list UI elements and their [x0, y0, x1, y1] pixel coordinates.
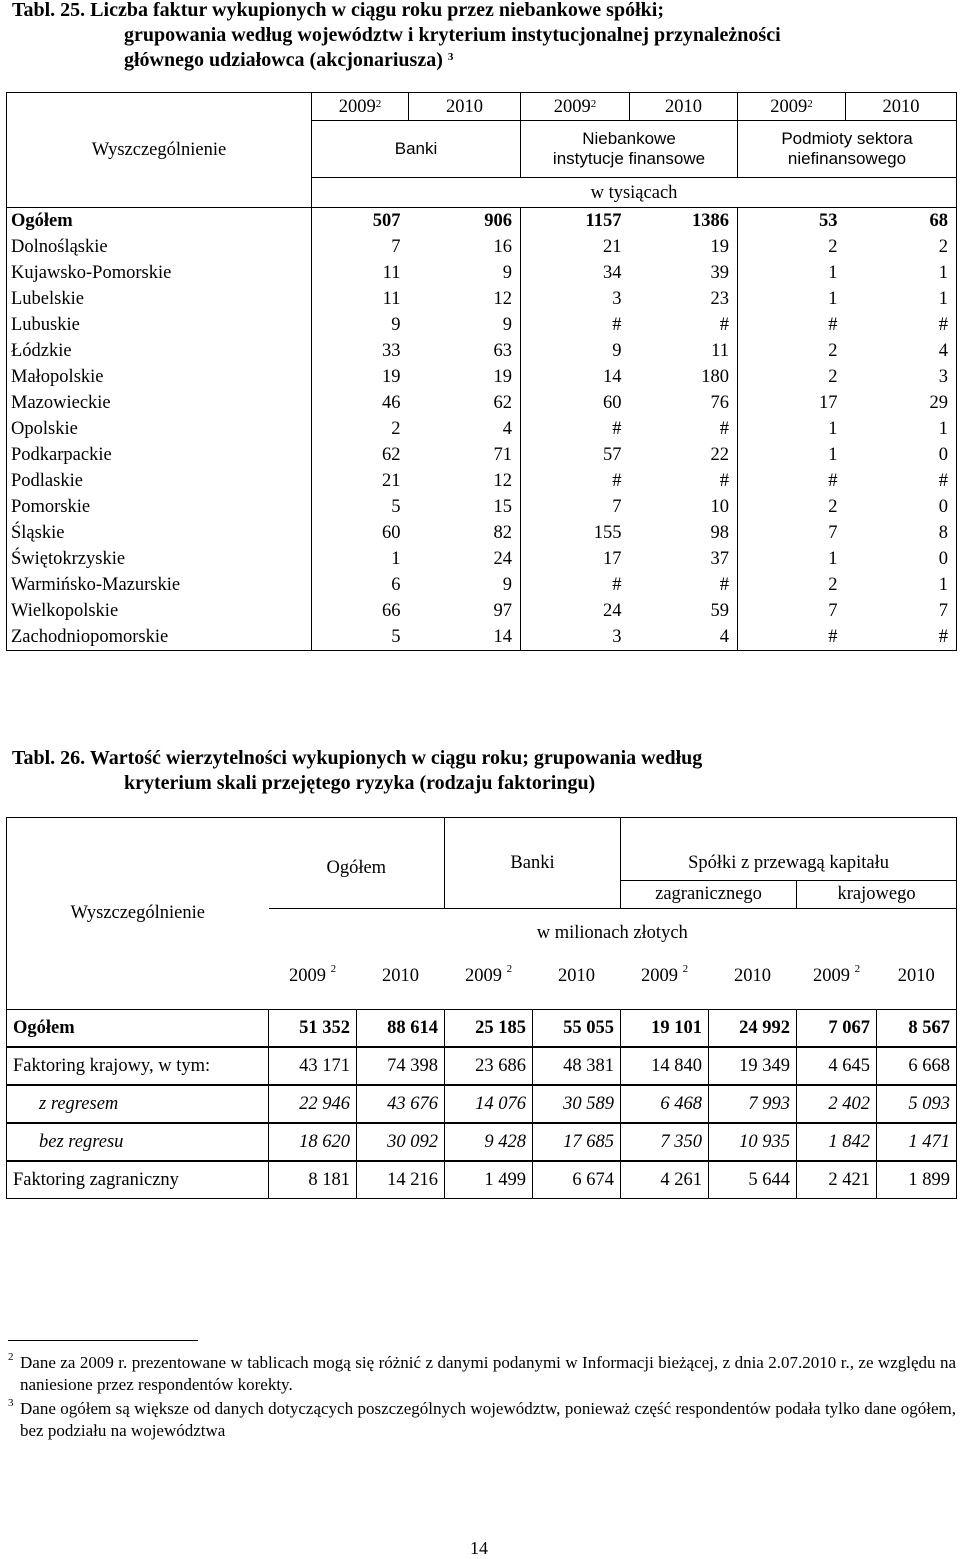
table-cell: 7 993: [709, 1086, 797, 1123]
table-cell: 97: [409, 598, 521, 624]
table-cell: 4: [409, 416, 521, 442]
entity-header-banks: Banki: [312, 121, 521, 178]
table-row: [7, 416, 957, 442]
table-cell: 3: [521, 624, 630, 651]
rowhead-header: Wyszczególnienie: [7, 818, 269, 1010]
year-header: 2010: [734, 965, 772, 986]
row-label: Wielkopolskie: [7, 598, 312, 624]
table-cell: 17: [603, 549, 622, 569]
row-label: Małopolskie: [7, 364, 312, 390]
table-cell: 21: [603, 237, 622, 257]
table-cell: 1 842: [797, 1124, 877, 1161]
table-cell: 15: [409, 494, 521, 520]
table-cell: 46: [382, 393, 401, 413]
row-label: bez regresu: [7, 1124, 269, 1161]
year-header: 2009 $^2$: [288, 962, 337, 986]
table-cell: 2: [828, 575, 838, 595]
table-cell: #: [612, 419, 622, 439]
year-header: 2010: [630, 93, 738, 121]
table-cell: 6 468: [621, 1086, 709, 1123]
table-cell: 1: [846, 286, 957, 312]
table-cell: 10 935: [709, 1124, 797, 1161]
table-25-title-line1: Tabl. 25. Liczba faktur wykupionych w ciągu roku przez niebankowe spółki;: [12, 0, 664, 21]
table-row: [7, 364, 957, 390]
table-row: [7, 208, 957, 235]
table-cell: 1 499: [445, 1162, 533, 1199]
table-cell: 30 092: [357, 1124, 445, 1161]
table-cell: 4 645: [797, 1048, 877, 1085]
table-cell: 6: [391, 575, 401, 595]
table-cell: 2: [828, 237, 838, 257]
table-cell: 68: [846, 208, 957, 235]
table-cell: 34: [603, 263, 622, 283]
table-cell: 14: [603, 367, 622, 387]
table-cell: #: [846, 312, 957, 338]
year-header: 2010: [846, 93, 957, 121]
table-cell: 17: [819, 393, 838, 413]
table-cell: #: [828, 315, 838, 335]
table-cell: 66: [382, 601, 401, 621]
table-row: [7, 1010, 957, 1047]
table-cell: 24: [409, 546, 521, 572]
table-25-title-line3: głównego udziałowca (akcjonariusza): [124, 49, 443, 71]
table-cell: 3: [612, 289, 622, 309]
table-cell: 29: [846, 390, 957, 416]
table-cell: 7 350: [621, 1124, 709, 1161]
table-cell: 14 840: [621, 1048, 709, 1085]
row-label: Warmińsko-Mazurskie: [7, 572, 312, 598]
table-row: [7, 572, 957, 598]
year-header: 2009 $^2$: [812, 962, 861, 986]
table-cell: 21: [382, 471, 401, 491]
row-label: Kujawsko-Pomorskie: [7, 260, 312, 286]
table-cell: 5 644: [709, 1162, 797, 1199]
table-cell: #: [846, 624, 957, 651]
table-cell: 12: [409, 468, 521, 494]
table-cell: 4 261: [621, 1162, 709, 1199]
table-cell: 2: [828, 341, 838, 361]
domestic-header: krajowego: [797, 881, 957, 909]
table-cell: 30 589: [533, 1086, 621, 1123]
table-cell: #: [612, 471, 622, 491]
table-row: [7, 494, 957, 520]
year-header: 2010: [409, 93, 521, 121]
table-cell: 6 674: [533, 1162, 621, 1199]
table-row: [7, 260, 957, 286]
table-cell: 7: [391, 237, 401, 257]
year-header: 2009 $^2$: [464, 962, 513, 986]
table-cell: 14 076: [445, 1086, 533, 1123]
row-label: Faktoring zagraniczny: [7, 1162, 269, 1199]
table-cell: 60: [603, 393, 622, 413]
table-cell: 11: [382, 263, 401, 283]
table-cell: 9: [612, 341, 622, 361]
footnote-separator: [8, 1340, 198, 1341]
table-cell: 37: [630, 546, 738, 572]
table-row: [7, 286, 957, 312]
table-cell: 23: [630, 286, 738, 312]
table-cell: 906: [409, 208, 521, 235]
table-cell: 2: [828, 497, 838, 517]
table-cell: 16: [409, 234, 521, 260]
table-26-title: [12, 746, 946, 796]
table-cell: 0: [846, 494, 957, 520]
table-cell: 9: [391, 315, 401, 335]
table-cell: 19 349: [709, 1048, 797, 1085]
unit-label: w tysiącach: [312, 178, 957, 208]
table-cell: 4: [630, 624, 738, 651]
table-row: [7, 1162, 957, 1199]
table-cell: 62: [382, 445, 401, 465]
table-cell: 507: [372, 211, 401, 231]
year-header: 2009$^2$: [521, 93, 630, 121]
table-26: [6, 817, 957, 1199]
table-cell: 1: [846, 572, 957, 598]
table-cell: 5: [391, 497, 401, 517]
page-number: 14: [470, 1538, 488, 1558]
table-cell: 43 171: [269, 1048, 357, 1085]
table-row: [7, 338, 957, 364]
year-header: 2009 $^2$: [640, 962, 689, 986]
table-row: [7, 1048, 957, 1085]
table-cell: 17 685: [533, 1124, 621, 1161]
row-label: Podlaskie: [7, 468, 312, 494]
year-header: 2009$^2$: [738, 93, 846, 121]
table-cell: 1 899: [877, 1162, 957, 1199]
table-cell: 43 676: [357, 1086, 445, 1123]
table-cell: 59: [630, 598, 738, 624]
table-cell: #: [612, 575, 622, 595]
row-label: Ogółem: [7, 1010, 269, 1047]
table-cell: 2 402: [797, 1086, 877, 1123]
row-label: Lubuskie: [7, 312, 312, 338]
table-cell: 19: [409, 364, 521, 390]
table-cell: 11: [630, 338, 738, 364]
table-cell: 14: [409, 624, 521, 651]
table-cell: 1157: [585, 211, 622, 231]
table-row: [7, 1124, 957, 1161]
table-cell: 60: [382, 523, 401, 543]
table-cell: 63: [409, 338, 521, 364]
table-cell: 1: [828, 263, 838, 283]
table-cell: 62: [409, 390, 521, 416]
table-cell: 3: [846, 364, 957, 390]
year-header: 2010: [558, 965, 596, 986]
table-cell: 39: [630, 260, 738, 286]
table-cell: #: [630, 468, 738, 494]
table-row: [7, 312, 957, 338]
row-label: Ogółem: [7, 208, 312, 235]
table-cell: 1: [846, 416, 957, 442]
table-cell: 7: [828, 601, 838, 621]
table-cell: 33: [382, 341, 401, 361]
table-cell: 12: [409, 286, 521, 312]
table-cell: 1: [391, 549, 401, 569]
table-cell: 55 055: [533, 1010, 621, 1047]
row-label: Zachodniopomorskie: [7, 624, 312, 651]
table-cell: 5 093: [877, 1086, 957, 1123]
unit-label: w milionach złotych: [269, 909, 957, 958]
table-cell: 1386: [630, 208, 738, 235]
table-cell: 76: [630, 390, 738, 416]
row-label: Opolskie: [7, 416, 312, 442]
table-cell: 8 181: [269, 1162, 357, 1199]
footnote-ref-3: 3: [447, 51, 454, 63]
table-cell: 9: [409, 260, 521, 286]
table-cell: 2 421: [797, 1162, 877, 1199]
row-label: Świętokrzyskie: [7, 546, 312, 572]
table-cell: 0: [846, 546, 957, 572]
table-cell: 48 381: [533, 1048, 621, 1085]
table-row: [7, 234, 957, 260]
table-cell: 1 471: [877, 1124, 957, 1161]
footnote-2: 2 Dane za 2009 r. prezentowane w tablicach mogą się różnić z danymi podanymi w Informacji bieżącej, z dnia 2.07.2010 r., ze względu na naniesione przez respondentów korekty.: [8, 1351, 956, 1394]
table-cell: 14 216: [357, 1162, 445, 1199]
table-cell: 8: [846, 520, 957, 546]
table-row: [7, 390, 957, 416]
table-cell: 57: [603, 445, 622, 465]
table-row: [7, 598, 957, 624]
table-25: [6, 92, 957, 651]
table-cell: 1: [828, 445, 838, 465]
row-label: z regresem: [7, 1086, 269, 1123]
table-cell: 7: [612, 497, 622, 517]
entity-header-nonbank: Niebankowe instytucje finansowe: [521, 121, 738, 178]
table-cell: #: [828, 471, 838, 491]
table-cell: 2: [391, 419, 401, 439]
table-cell: #: [630, 572, 738, 598]
table-cell: 155: [593, 523, 622, 543]
table-26-title-line2: kryterium skali przejętego ryzyka (rodzaju faktoringu): [124, 772, 596, 794]
table-cell: 9: [409, 312, 521, 338]
table-cell: 1: [828, 419, 838, 439]
table-row: [7, 442, 957, 468]
table-cell: 98: [630, 520, 738, 546]
table-cell: 19 101: [621, 1010, 709, 1047]
table-26-title-line1: Tabl. 26. Wartość wierzytelności wykupionych w ciągu roku; grupowania według: [12, 747, 703, 769]
row-label: Dolnośląskie: [7, 234, 312, 260]
table-cell: 51 352: [269, 1010, 357, 1047]
total-header: Ogółem: [269, 818, 445, 909]
companies-header: Spółki z przewagą kapitału: [621, 818, 957, 881]
table-cell: #: [738, 624, 846, 651]
table-cell: 7: [846, 598, 957, 624]
table-cell: 7 067: [797, 1010, 877, 1047]
year-header: 2010: [877, 957, 957, 995]
table-cell: 0: [846, 442, 957, 468]
foreign-header: zagranicznego: [621, 881, 797, 909]
table-row: [7, 468, 957, 494]
table-25-title: [12, 0, 946, 73]
table-cell: 23 686: [445, 1048, 533, 1085]
table-cell: 53: [819, 211, 838, 231]
entity-header-nonfinancial: Podmioty sektora niefinansowego: [738, 121, 957, 178]
banks-header: Banki: [445, 818, 621, 909]
table-row: [7, 546, 957, 572]
table-cell: 8 567: [877, 1010, 957, 1047]
table-row: [7, 520, 957, 546]
table-cell: 88 614: [357, 1010, 445, 1047]
table-cell: #: [612, 315, 622, 335]
table-cell: 180: [630, 364, 738, 390]
table-cell: 71: [409, 442, 521, 468]
table-cell: 10: [630, 494, 738, 520]
rowhead-header: Wyszczególnienie: [7, 93, 312, 208]
footnote-3: 3 Dane ogółem są większe od danych dotyczących poszczególnych województw, ponieważ część respondentów podała tylko dane ogółem, bez podziału na województwa: [8, 1397, 956, 1440]
table-cell: 9 428: [445, 1124, 533, 1161]
table-cell: 18 620: [269, 1124, 357, 1161]
table-cell: 22 946: [269, 1086, 357, 1123]
row-label: Śląskie: [7, 520, 312, 546]
table-cell: 9: [409, 572, 521, 598]
table-cell: 2: [828, 367, 838, 387]
table-cell: 22: [630, 442, 738, 468]
table-cell: 82: [409, 520, 521, 546]
table-cell: 25 185: [445, 1010, 533, 1047]
table-cell: #: [630, 312, 738, 338]
table-row: [7, 624, 957, 651]
table-25-title-line2: grupowania według województw i kryterium instytucjonalnej przynależności: [124, 24, 781, 46]
table-cell: 7: [828, 523, 838, 543]
table-cell: 74 398: [357, 1048, 445, 1085]
table-cell: 24 992: [709, 1010, 797, 1047]
year-header: 2010: [382, 965, 419, 986]
table-row: [7, 1086, 957, 1123]
row-label: Łódzkie: [7, 338, 312, 364]
row-label: Podkarpackie: [7, 442, 312, 468]
row-label: Pomorskie: [7, 494, 312, 520]
row-label: Faktoring krajowy, w tym:: [7, 1048, 269, 1085]
table-cell: 6 668: [877, 1048, 957, 1085]
table-cell: #: [630, 416, 738, 442]
table-cell: 19: [630, 234, 738, 260]
table-cell: 19: [382, 367, 401, 387]
row-label: Mazowieckie: [7, 390, 312, 416]
table-cell: 11: [382, 289, 401, 309]
table-cell: #: [846, 468, 957, 494]
table-cell: 1: [828, 549, 838, 569]
table-cell: 5: [312, 624, 409, 651]
table-cell: 24: [603, 601, 622, 621]
table-cell: 2: [846, 234, 957, 260]
table-cell: 4: [846, 338, 957, 364]
table-cell: 1: [828, 289, 838, 309]
row-label: Lubelskie: [7, 286, 312, 312]
table-cell: 1: [846, 260, 957, 286]
year-header: 2009$^2$: [312, 93, 409, 121]
